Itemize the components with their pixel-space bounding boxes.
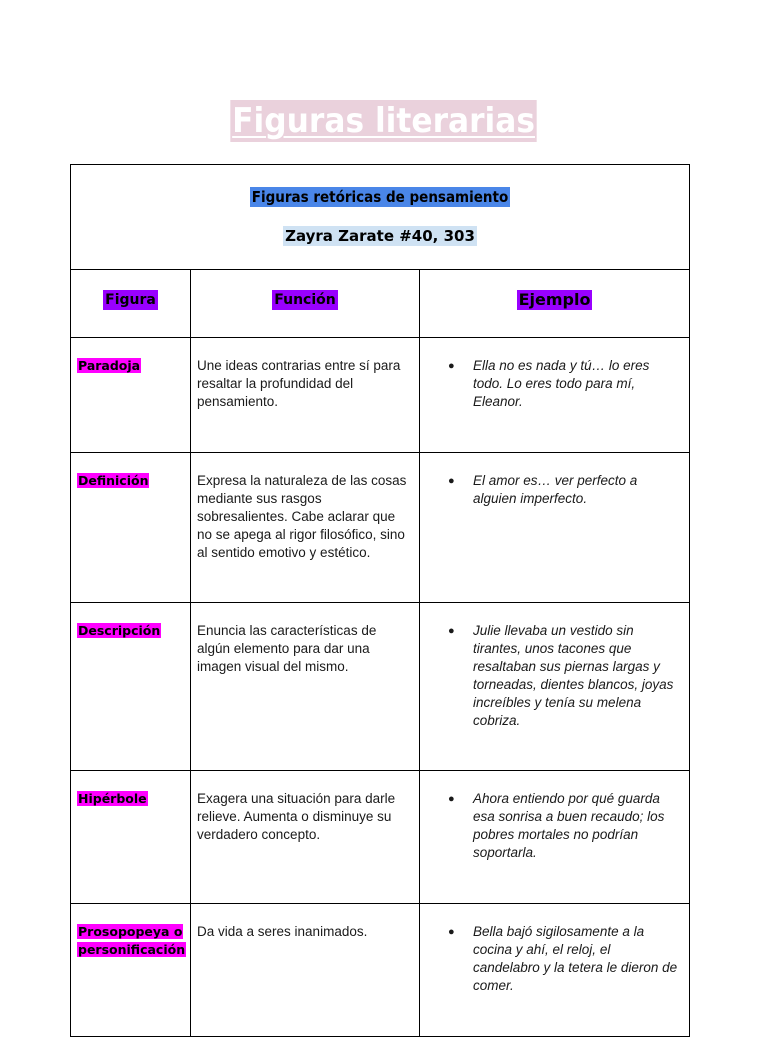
function-cell: [191, 338, 420, 453]
column-header-figura: [71, 270, 191, 338]
figure-cell: [71, 603, 191, 771]
function-text: Une ideas contrarias entre sí para resaltar la profundidad del pensamiento.: [197, 358, 401, 409]
example-item: [420, 472, 679, 508]
example-cell: [420, 453, 690, 603]
column-header-funcion: [191, 270, 420, 338]
example-text: Bella bajó sigilosamente a la cocina y ahí, el reloj, el candelabro y la tetera le dieron de comer.: [473, 924, 678, 993]
column-label: Ejemplo: [518, 290, 591, 309]
figure-cell: [71, 771, 191, 904]
table-row: [71, 453, 690, 603]
function-cell: [191, 771, 420, 904]
table-row: [71, 338, 690, 453]
table-header-row: [71, 165, 690, 270]
column-header-ejemplo: [420, 270, 690, 338]
table-row: [71, 771, 690, 904]
table-row: [71, 603, 690, 771]
table-header-cell: [71, 165, 690, 270]
function-text: Expresa la naturaleza de las cosas mediante sus rasgos sobresalientes. Cabe aclarar que no se apega al rigor filosófico, sino al sentido emotivo y estético.: [197, 473, 407, 560]
example-item: [420, 923, 679, 995]
title-container: [0, 100, 768, 142]
example-item: [420, 357, 679, 411]
function-cell: [191, 904, 420, 1037]
example-cell: [420, 904, 690, 1037]
function-text: Da vida a seres inanimados.: [197, 924, 368, 939]
figure-cell: [71, 338, 191, 453]
function-cell: [191, 603, 420, 771]
example-cell: [420, 338, 690, 453]
example-text: El amor es… ver perfecto a alguien imperfecto.: [473, 473, 638, 506]
example-text: Julie llevaba un vestido sin tirantes, unos tacones que resaltaban sus piernas largas y torneadas, dientes blancos, joyas increíbles y tenía su melena cobriza.: [473, 623, 674, 728]
author-line: Zayra Zarate #40, 303: [285, 227, 475, 245]
bullet-icon: ●: [448, 926, 455, 938]
column-label: Figura: [105, 292, 156, 308]
bullet-icon: ●: [448, 360, 455, 372]
column-label: Función: [274, 292, 336, 308]
bullet-icon: ●: [448, 793, 455, 805]
figure-name: Prosopopeya o personificación: [78, 924, 186, 957]
bullet-icon: ●: [448, 625, 455, 637]
figure-name: Paradoja: [78, 358, 141, 373]
table-row: [71, 904, 690, 1037]
figure-name: Descripción: [78, 623, 161, 638]
example-cell: [420, 771, 690, 904]
function-cell: [191, 453, 420, 603]
example-item: [420, 622, 679, 730]
example-item: [420, 790, 679, 862]
example-cell: [420, 603, 690, 771]
figure-cell: [71, 453, 191, 603]
figure-cell: [71, 904, 191, 1037]
column-header-row: [71, 270, 690, 338]
function-text: Exagera una situación para darle relieve. Aumenta o disminuye su verdadero concepto.: [197, 791, 396, 842]
bullet-icon: ●: [448, 475, 455, 487]
example-text: Ella no es nada y tú… lo eres todo. Lo eres todo para mí, Eleanor.: [473, 358, 650, 409]
table-heading: Figuras retóricas de pensamiento: [251, 188, 509, 206]
figure-name: Definición: [78, 473, 149, 488]
example-text: Ahora entiendo por qué guarda esa sonrisa a buen recaudo; los pobres mortales no podrían soportarla.: [473, 791, 665, 860]
page-title: Figuras literarias: [232, 101, 536, 141]
figures-table: [70, 164, 690, 1037]
function-text: Enuncia las características de algún elemento para dar una imagen visual del mismo.: [197, 623, 377, 674]
figure-name: Hipérbole: [78, 791, 147, 806]
